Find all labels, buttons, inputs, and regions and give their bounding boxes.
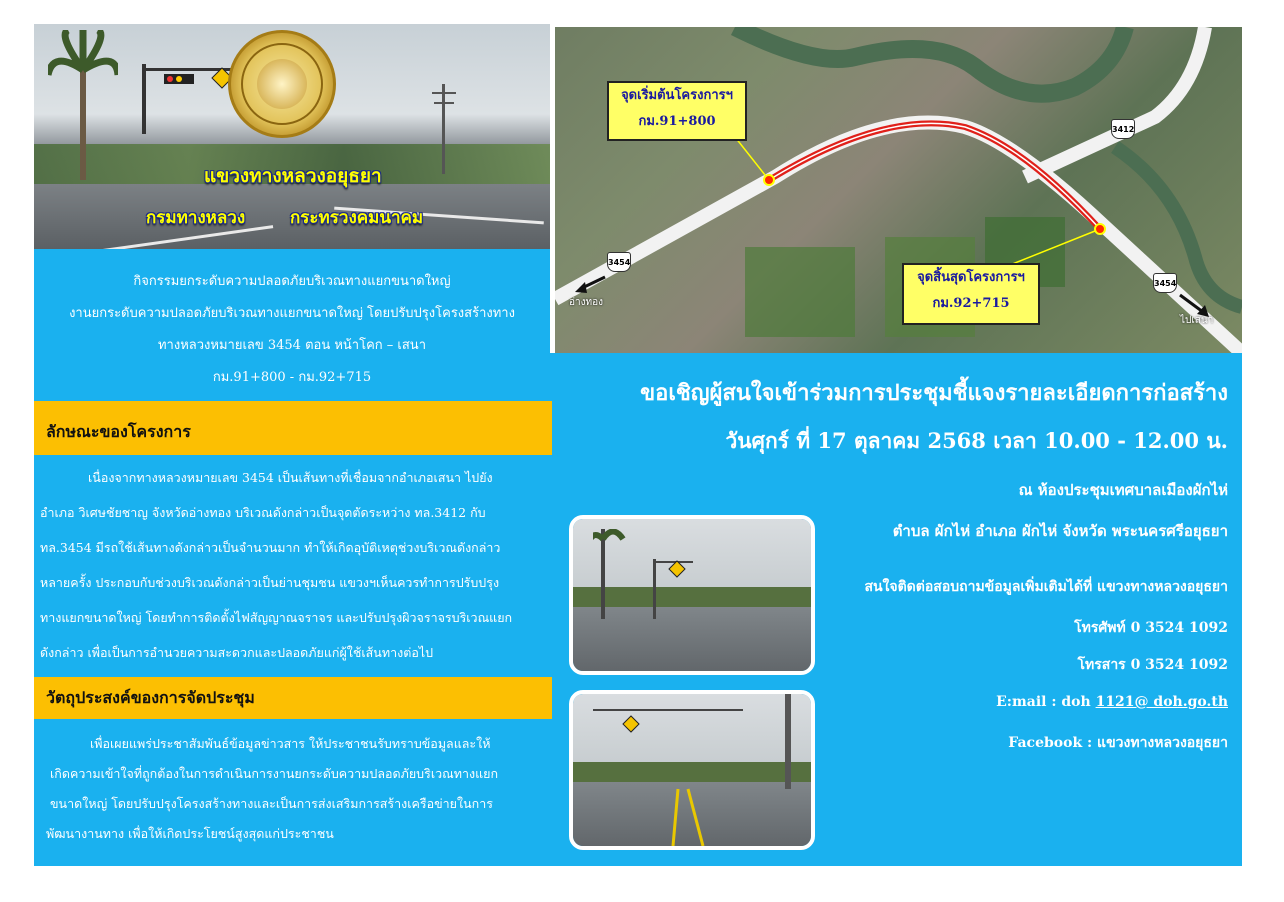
objectives-heading: วัตถุประสงค์ของการจัดประชุม	[34, 677, 552, 719]
hero-district-name: แขวงทางหลวงอยุธยา	[204, 165, 382, 187]
palm-tree-icon	[48, 30, 118, 180]
route-3454-left-shield: 3454	[607, 252, 631, 272]
invite-address: ตำบล ผักไห่ อำเภอ ผักไห่ จังหวัด พระนครศรีอยุธยา	[892, 522, 1228, 540]
end-point-callout	[902, 263, 1040, 325]
start-point-callout	[607, 81, 747, 141]
characteristics-heading: ลักษณะของโครงการ	[34, 401, 552, 455]
contact-fax: โทรสาร 0 3524 1092	[1077, 657, 1228, 673]
invite-datetime: วันศุกร์ ที่ 17 ตุลาคม 2568 เวลา 10.00 - 12.00 น.	[725, 428, 1228, 453]
route-3454-right-shield: 3454	[1153, 273, 1177, 293]
start-point-label: จุดเริ่มต้นโครงการฯ	[621, 88, 733, 103]
characteristics-line: เนื่องจากทางหลวงหมายเลข 3454 เป็นเส้นทางที่เชื่อมจากอำเภอเสนา ไปยัง	[88, 470, 493, 485]
traffic-signal-icon	[593, 529, 693, 619]
start-point-km: กม.91+800	[638, 114, 716, 129]
intersection-photo-2	[569, 690, 815, 850]
project-map	[555, 27, 1242, 353]
characteristics-line: ทางแยกขนาดใหญ่ โดยทำการติดตั้งไฟสัญญาณจราจร และปรับปรุงผิวจราจรบริเวณแยก	[40, 610, 513, 625]
map-river	[555, 27, 1242, 353]
end-point-label: จุดสิ้นสุดโครงการฯ	[917, 270, 1025, 285]
contact-facebook: Facebook : แขวงทางหลวงอยุธยา	[1008, 735, 1228, 751]
hero-photo	[34, 24, 550, 249]
contact-email	[996, 694, 1228, 710]
contact-phone: โทรศัพท์ 0 3524 1092	[1074, 620, 1228, 636]
intro-line-4: กม.91+800 - กม.92+715	[212, 370, 372, 385]
traffic-signal-icon	[134, 64, 244, 134]
intro-line-1: กิจกรรมยกระดับความปลอดภัยบริเวณทางแยกขนาดใหญ่	[133, 274, 451, 289]
email-link[interactable]: 1121@ doh.go.th	[1095, 694, 1228, 710]
department-seal-icon	[228, 30, 336, 138]
characteristics-line: หลายครั้ง ประกอบกับช่วงบริเวณดังกล่าวเป็นย่านชุมชน แขวงฯเห็นควรทำการปรับปรุง	[40, 575, 500, 590]
power-pole-icon	[424, 84, 464, 174]
characteristics-line: ดังกล่าว เพื่อเป็นการอำนวยความสะดวกและปลอดภัยแก่ผู้ใช้เส้นทางต่อไป	[40, 645, 434, 660]
objectives-line: เพื่อเผยแพร่ประชาสัมพันธ์ข้อมูลข่าวสาร ให้ประชาชนรับทราบข้อมูลและให้	[90, 736, 491, 751]
hero-ministry: กระทรวงคมนาคม	[290, 208, 424, 228]
objectives-line: พัฒนางานทาง เพื่อให้เกิดประโยชน์สูงสุดแก่ประชาชน	[46, 826, 334, 841]
end-point-km: กม.92+715	[932, 296, 1010, 311]
hero-department: กรมทางหลวง	[146, 208, 246, 228]
objectives-line: เกิดความเข้าใจที่ถูกต้องในการดำเนินการงานยกระดับความปลอดภัยบริเวณทางแยก	[50, 766, 499, 781]
direction-right-label: ไปเสนา	[1180, 315, 1214, 326]
email-label: E:mail : doh	[996, 694, 1096, 710]
invite-title: ขอเชิญผู้สนใจเข้าร่วมการประชุมชี้แจงรายละเอียดการก่อสร้าง	[640, 380, 1228, 406]
intro-line-2: งานยกระดับความปลอดภัยบริเวณทางแยกขนาดใหญ่ โดยปรับปรุงโครงสร้างทาง	[69, 306, 515, 321]
intro-line-3: ทางหลวงหมายเลข 3454 ตอน หน้าโคก – เสนา	[157, 338, 426, 353]
invite-venue: ณ ห้องประชุมเทศบาลเมืองผักไห่	[1018, 481, 1228, 499]
objectives-line: ขนาดใหญ่ โดยปรับปรุงโครงสร้างทางและเป็นการส่งเสริมการสร้างเครือข่ายในการ	[50, 796, 493, 811]
characteristics-line: อำเภอ วิเศษชัยชาญ จังหวัดอ่างทอง บริเวณดังกล่าวเป็นจุดตัดระหว่าง ทล.3412 กับ	[40, 505, 486, 520]
contact-intro: สนใจติดต่อสอบถามข้อมูลเพิ่มเติมได้ที่ แขวงทางหลวงอยุธยา	[864, 579, 1228, 595]
route-3412-shield: 3412	[1111, 119, 1135, 139]
characteristics-line: ทล.3454 มีรถใช้เส้นทางดังกล่าวเป็นจำนวนมาก ทำให้เกิดอุบัติเหตุช่วงบริเวณดังกล่าว	[40, 540, 501, 555]
intersection-photo-1	[569, 515, 815, 675]
direction-left-label: อ่างทอง	[569, 297, 603, 308]
road-center-line	[573, 694, 811, 846]
